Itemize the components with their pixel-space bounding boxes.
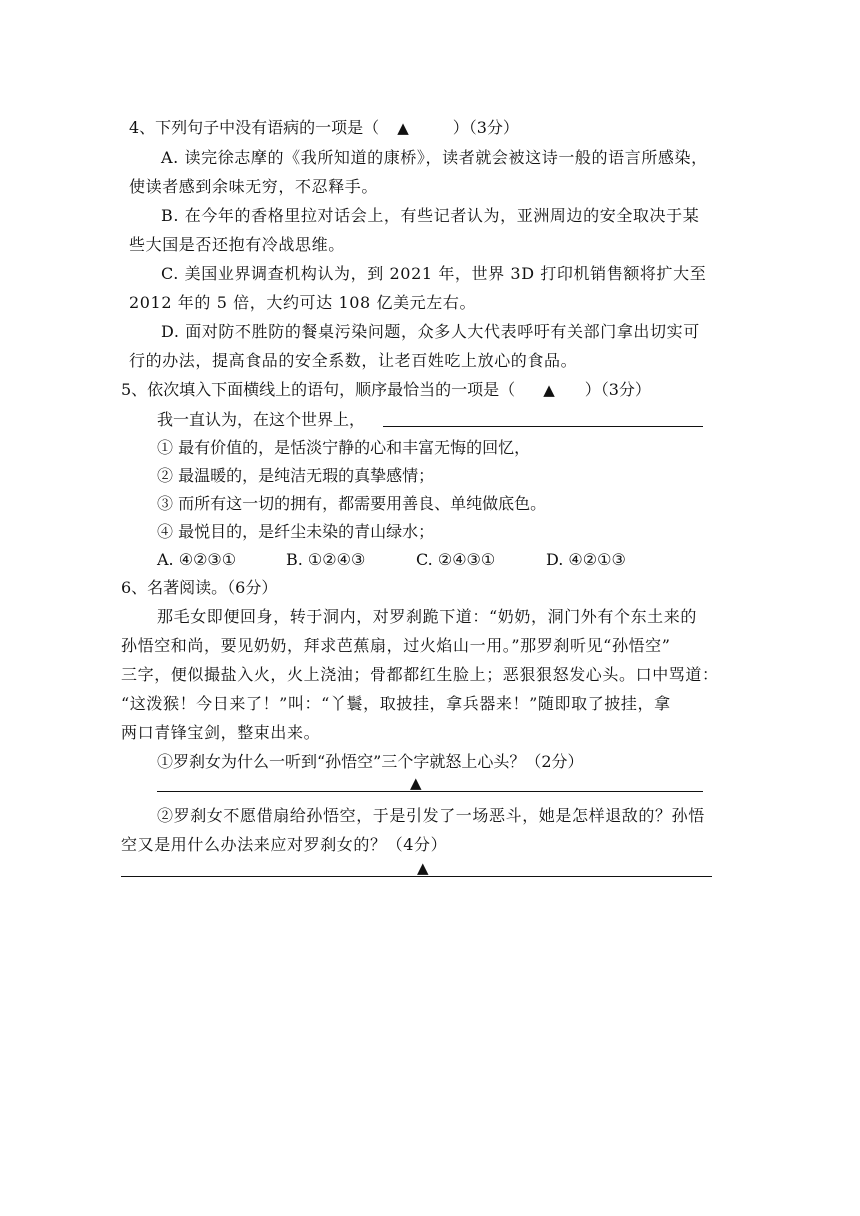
q4-option-a-line2: 使读者感到余味无穷，不忍释手。 — [129, 177, 379, 196]
q5-fill-blank-line — [383, 426, 703, 427]
q4-option-c-line1: C. 美国业界调查机构认为，到 2021 年，世界 3D 打印机销售额将扩大至 — [161, 264, 707, 283]
q4-score: ）（3分） — [452, 118, 519, 137]
q5-option-c: C. ②④③① — [416, 550, 496, 569]
q6-passage-line5: 两口青锋宝剑，整束出来。 — [121, 723, 321, 742]
q6-subquestion-1: ①罗刹女为什么一听到“孙悟空”三个字就怒上心头？（2分） — [157, 752, 584, 771]
q5-answer-mark: ▲ — [543, 381, 555, 399]
q6-subquestion-2-line2: 空又是用什么办法来应对罗刹女的？（4分） — [121, 835, 448, 854]
q5-score: ）（3分） — [584, 380, 651, 399]
q4-stem-line — [129, 117, 519, 139]
q5-option-b: B. ①②④③ — [286, 550, 366, 569]
q6-sub2-answer-mark: ▲ — [417, 859, 429, 877]
q4-option-a-line1: A. 读完徐志摩的《我所知道的康桥》，读者就会被这诗一般的语言所感染， — [161, 148, 708, 167]
q5-sentence-2: ② 最温暖的，是纯洁无瑕的真挚感情； — [157, 466, 435, 485]
q6-passage-line3: 三字，便似撮盐入火，火上浇油；骨都都红生脸上；恶狠狠怒发心头。口中骂道： — [121, 665, 719, 684]
q6-sub2-answer-line — [121, 876, 712, 877]
q4-option-d-line2: 行的办法，提高食品的安全系数，让老百姓吃上放心的食品。 — [129, 351, 578, 370]
q5-stem-line — [121, 379, 651, 401]
q4-option-d-line1: D. 面对防不胜防的餐桌污染问题，众多人大代表呼吁有关部门拿出切实可 — [161, 322, 700, 341]
q5-lead: 我一直认为，在这个世界上， — [157, 410, 366, 429]
q4-option-b-line2: 些大国是否还抱有冷战思维。 — [129, 235, 345, 254]
q6-sub1-answer-line — [157, 791, 703, 792]
q4-stem: 4、下列句子中没有语病的一项是（ — [129, 118, 380, 137]
q5-sentence-4: ④ 最悦目的，是纤尘未染的青山绿水； — [157, 522, 435, 541]
q6-sub1-answer-mark: ▲ — [410, 774, 422, 792]
q6-passage-line2: 孙悟空和尚，要见奶奶，拜求芭蕉扇，过火焰山一用。”那罗刹听见“孙悟空” — [121, 636, 671, 655]
q6-passage-line1: 那毛女即便回身，转于洞内，对罗刹跪下道：“奶奶，洞门外有个东土来的 — [157, 607, 697, 626]
q4-option-b-line1: B. 在今年的香格里拉对话会上，有些记者认为，亚洲周边的安全取决于某 — [161, 206, 700, 225]
q5-sentence-1: ① 最有价值的，是恬淡宁静的心和丰富无悔的回忆， — [157, 438, 531, 457]
q5-option-a: A. ④②③① — [157, 550, 237, 569]
q5-option-d: D. ④②①③ — [546, 550, 626, 569]
q6-subquestion-2-line1: ②罗刹女不愿借扇给孙悟空，于是引发了一场恶斗，她是怎样退敌的？孙悟 — [157, 806, 705, 825]
q6-passage-line4: “这泼猴！今日来了！”叫：“丫鬟，取披挂，拿兵器来！”随即取了披挂，拿 — [121, 694, 671, 713]
q6-stem: 6、名著阅读。（6分） — [121, 578, 278, 597]
q4-option-c-line2: 2012 年的 5 倍，大约可达 108 亿美元左右。 — [129, 293, 477, 312]
q5-sentence-3: ③ 而所有这一切的拥有，都需要用善良、单纯做底色。 — [157, 494, 547, 513]
q5-stem: 5、依次填入下面横线上的语句，顺序最恰当的一项是（ — [121, 380, 516, 399]
q4-answer-mark: ▲ — [397, 119, 409, 137]
